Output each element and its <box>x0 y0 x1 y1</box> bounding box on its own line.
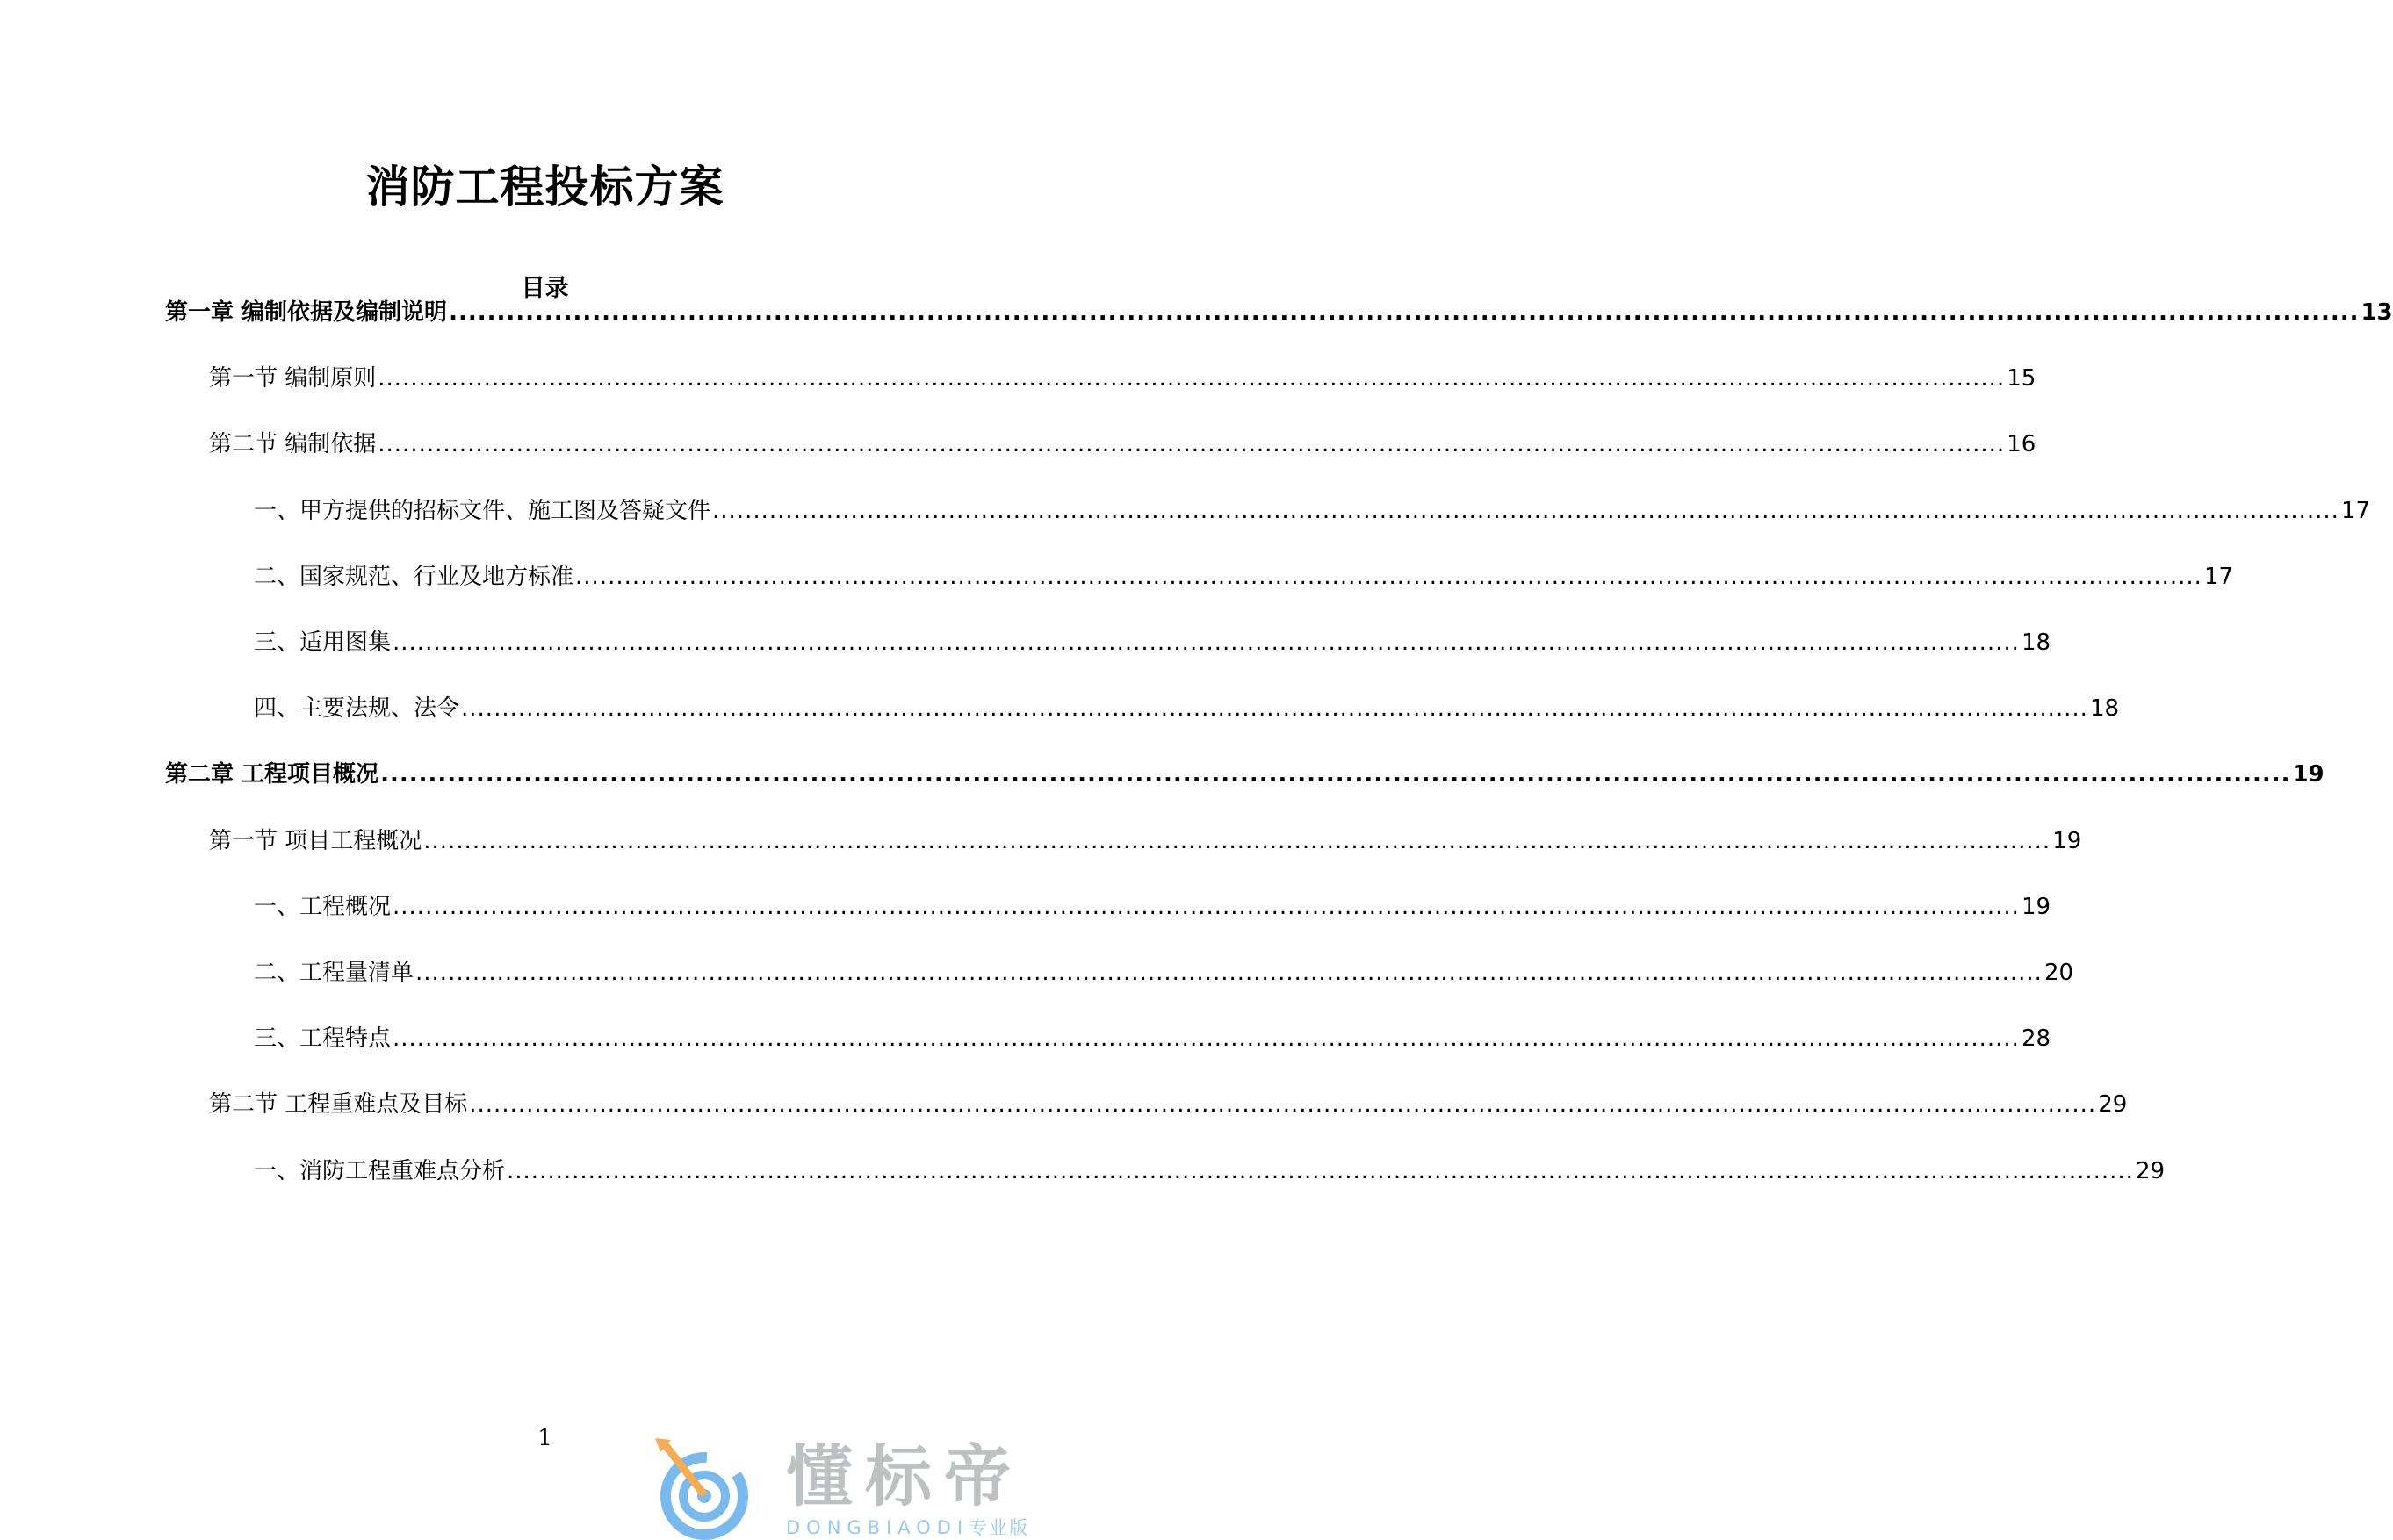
toc-entry-label: 第二节 工程重难点及目标 <box>209 1091 468 1118</box>
toc-entry-label: 四、主要法规、法令 <box>254 695 460 722</box>
toc-entry-page: 19 <box>2292 761 2325 788</box>
toc-entry-page: 18 <box>2021 630 2051 656</box>
toc-entry[interactable] <box>209 1087 2128 1122</box>
toc-entry-label: 第一节 编制原则 <box>209 365 377 392</box>
toc-entry[interactable] <box>209 427 2036 462</box>
toc-entry-label: 一、消防工程重难点分析 <box>254 1158 506 1184</box>
toc-entry-label: 第二节 编制依据 <box>209 431 377 457</box>
toc-entry-page: 29 <box>2135 1158 2166 1184</box>
toc-entry[interactable] <box>209 824 2082 859</box>
toc-entry-label: 二、工程量清单 <box>254 960 414 986</box>
toc-entry[interactable] <box>165 295 2393 330</box>
toc-entry-page: 18 <box>2089 695 2120 722</box>
toc-dot-leader: ........................................................................................................................................................................................................ <box>378 365 2006 392</box>
toc-dot-leader: ........................................................................................................................................................................................................ <box>712 498 2339 524</box>
toc-entry[interactable] <box>254 1021 2051 1056</box>
toc-entry-label: 三、工程特点 <box>254 1025 392 1052</box>
toc-entry[interactable] <box>209 361 2036 396</box>
toc-dot-leader: ........................................................................................................................................................................................................ <box>378 431 2006 457</box>
toc-entry[interactable] <box>254 493 2371 529</box>
toc-entry[interactable] <box>254 691 2120 726</box>
toc-entry[interactable] <box>254 625 2051 660</box>
toc-entry-label: 二、国家规范、行业及地方标准 <box>254 564 574 590</box>
toc-entry[interactable] <box>254 955 2074 990</box>
watermark-logo <box>650 1436 1063 1540</box>
toc-dot-leader: ........................................................................................................................................................................................................ <box>449 299 2360 326</box>
toc-entry-page: 16 <box>2007 431 2036 457</box>
toc-dot-leader: ........................................................................................................................................................................................................ <box>469 1091 2097 1118</box>
toc-entry-label: 三、适用图集 <box>254 630 392 656</box>
toc-dot-leader: ........................................................................................................................................................................................................ <box>461 695 2088 722</box>
toc-dot-leader: ........................................................................................................................................................................................................ <box>423 828 2051 854</box>
toc-entry-label: 第一节 项目工程概况 <box>209 828 422 854</box>
toc-entry-page: 17 <box>2340 498 2371 524</box>
toc-entry-page: 19 <box>2021 894 2051 920</box>
toc-dot-leader: ........................................................................................................................................................................................................ <box>507 1158 2134 1184</box>
toc-dot-leader: ........................................................................................................................................................................................................ <box>575 564 2202 590</box>
watermark-edition: 专业版 <box>969 1517 1030 1538</box>
toc-entry-page: 13 <box>2361 299 2393 326</box>
toc-dot-leader: ........................................................................................................................................................................................................ <box>393 630 2020 656</box>
toc-entry[interactable] <box>254 559 2234 594</box>
toc-entry-page: 29 <box>2098 1091 2128 1118</box>
toc-entry-label: 第一章 编制依据及编制说明 <box>165 299 448 326</box>
watermark-subtitle <box>786 1517 1029 1538</box>
toc-heading: 目录 <box>521 275 569 302</box>
toc-entry-page: 15 <box>2007 365 2036 392</box>
toc-entry-page: 19 <box>2052 828 2082 854</box>
document-title: 消防工程投标方案 <box>365 162 724 212</box>
toc-dot-leader: ........................................................................................................................................................................................................ <box>393 894 2020 920</box>
toc-entry[interactable] <box>165 757 2325 792</box>
toc-entry[interactable] <box>254 1154 2166 1189</box>
toc-entry[interactable] <box>254 889 2051 925</box>
toc-dot-leader: ........................................................................................................................................................................................................ <box>393 1025 2020 1052</box>
toc-dot-leader: ........................................................................................................................................................................................................ <box>415 960 2043 986</box>
toc-entry-page: 20 <box>2043 960 2074 986</box>
toc-dot-leader: ........................................................................................................................................................................................................ <box>380 761 2291 788</box>
toc-entry-page: 17 <box>2203 564 2234 590</box>
toc-entry-label: 一、工程概况 <box>254 894 392 920</box>
target-arrow-icon <box>650 1436 764 1540</box>
toc-entry-page: 28 <box>2021 1025 2051 1052</box>
watermark-brand-name: 懂标帝 <box>786 1437 1023 1515</box>
toc-entry-label: 一、甲方提供的招标文件、施工图及答疑文件 <box>254 498 711 524</box>
toc-entry-label: 第二章 工程项目概况 <box>165 761 379 788</box>
watermark-pinyin: DONGBIAODI <box>786 1517 969 1538</box>
page-number: 1 <box>537 1425 552 1451</box>
